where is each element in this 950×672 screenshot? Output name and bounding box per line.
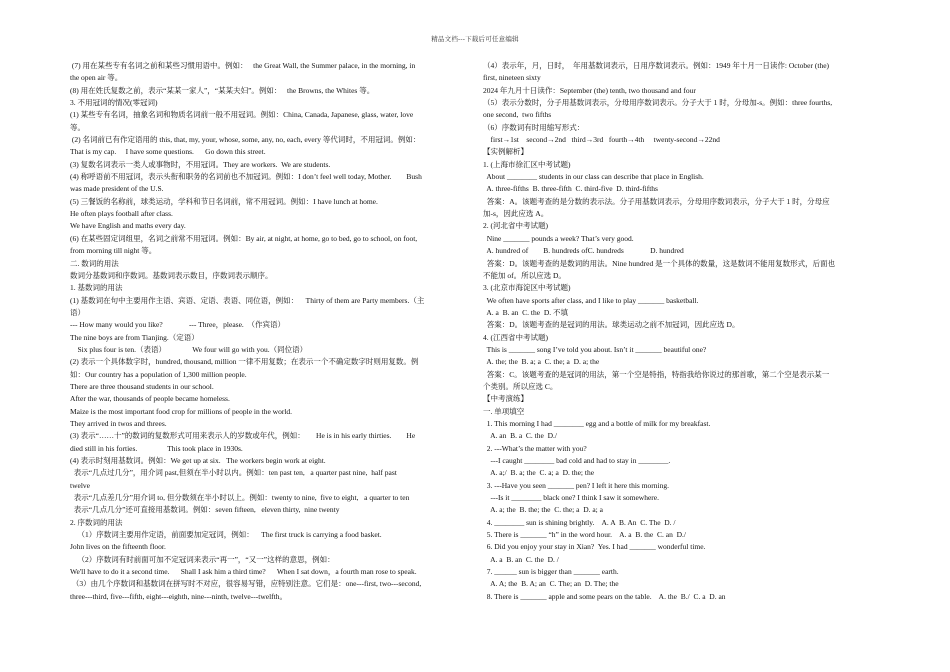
text-line: A. the; the B. a; a C. the; a D. a; the xyxy=(483,357,600,367)
text-line: （2）序数词有时前面可加不定冠词来表示“再一”，“又一”这样的意思，例如： xyxy=(70,554,335,564)
text-line: 7. ______ sun is bigger than _______ earth. xyxy=(483,567,619,577)
text-line: （1）序数词主要用作定语，前面要加定冠词，例如： The first truck is carrying a food basket. xyxy=(70,530,382,540)
text-line: John lives on the fifteenth floor. xyxy=(70,542,166,552)
text-line: A. A; the B. A; an C. The; an D. The; the xyxy=(483,579,619,589)
text-line: (3) 表示“……十”的数词的复数形式可用来表示人的岁数或年代，例如： He is in his early thirties. He xyxy=(70,431,416,441)
text-line: 答案：D。该题考查的是数词的用法。Nine hundred 是一个具体的数量，这是数词不能用复数形式，后面也 xyxy=(483,258,836,268)
text-line: 表示“几点差几分”用介词 to, 但分数须在半小时以上。例如：twenty to nine, five to eight, a quarter to ten xyxy=(70,493,410,503)
text-line: A. a; the B. the; the C. the; a D. a; a xyxy=(483,505,603,515)
text-line: 1. (上海市徐汇区中考试题) xyxy=(483,159,571,169)
text-line: first, nineteen sixty xyxy=(483,73,541,83)
text-line: was made president of the U.S. xyxy=(70,184,164,194)
text-line: 加-s，因此应选 A。 xyxy=(483,209,549,219)
text-line: 1. This morning I had ________ egg and a bottle of milk for my breakfast. xyxy=(483,418,711,428)
text-line: The nine boys are from Tianjing.（定语） xyxy=(70,332,199,342)
text-line: （6）序数词有时用缩写形式： xyxy=(483,122,585,132)
text-line: 4. ________ sun is shining brightly. A. A B. An C. The D. / xyxy=(483,517,676,527)
text-line: the open air 等。 xyxy=(70,73,123,83)
text-line: Nine _______ pounds a week? That’s very good. xyxy=(483,233,634,243)
text-line: (8) 用在姓氏复数之前，表示“某某一家人”，“某某夫妇”。例如： the Browns, the Whites 等。 xyxy=(70,85,375,95)
text-line: 3. 不用冠词的情况(零冠词) xyxy=(70,98,158,108)
text-line: one second, two fifths xyxy=(483,110,552,120)
text-line: 表示“几点过几分”，用介词 past,但须在半小时以内。例如：ten past ten, a quarter past nine, half past xyxy=(70,468,397,478)
text-line: (4) 表示时刻用基数词。例如：We get up at six. The workers begin work at eight. xyxy=(70,456,326,465)
text-line: 一. 单项填空 xyxy=(483,406,525,416)
text-line: 6. Did you enjoy your stay in Xian? Yes. I had _______ wonderful time. xyxy=(483,542,706,552)
text-line: We'll have to do it a second time. Shall I ask him a third time? When I sat down，a fourth man rose to speak. xyxy=(70,567,417,577)
text-line: 5. There is _______ “h” in the word hour. A. a B. the C. an D./ xyxy=(483,530,686,540)
text-line: first→1st second→2nd third→3rd fourth→4th twenty-second→22nd xyxy=(483,135,720,145)
text-line: He often plays football after class. xyxy=(70,209,173,219)
text-line: （4）表示年，月，日时， 年用基数词表示，日用序数词表示。例如：1949 年十月一日读作: October (the) xyxy=(483,61,830,70)
text-line: A. a B. an C. the D. / xyxy=(483,554,559,564)
text-line: A. a B. an C. the D. 不填 xyxy=(483,307,568,317)
text-line: (1) 基数词在句中主要用作主语、宾语、定语、表语、同位语，例如： Thirty of them are Party members.（主 xyxy=(70,295,425,305)
text-line: 【中考演练】 xyxy=(483,394,528,404)
text-line: --- How many would you like? --- Three，please. （作宾语） xyxy=(70,320,286,330)
text-line: 表示“几点几分”还可直接用基数词。例如：seven fifteen, eleven thirty, nine twenty xyxy=(70,505,340,515)
text-line: 语） xyxy=(70,307,85,317)
text-line: 答案：C。该题考查的是冠词的用法，第一个空是特指，特指我给你说过的那首歌，第二个空是表示某一 xyxy=(483,369,830,379)
text-line: （3）由几个序数词和基数词在拼写时不对应，很容易写错，应特别注意。它们是：one---first, two---second, xyxy=(70,579,422,589)
text-line: twelve xyxy=(70,480,90,490)
text-line: We have English and maths every day. xyxy=(70,221,186,231)
text-line: 二. 数词的用法 xyxy=(70,258,119,268)
text-line: 2. 序数词的用法 xyxy=(70,517,123,527)
text-line: That is my cap. I have some questions. Go down this street. xyxy=(70,147,266,157)
text-line: About ________ students in our class can describe that place in English. xyxy=(483,172,704,182)
text-line: (1) 某些专有名词，抽象名词和物质名词前一般不用冠词。例如：China, Canada, Japanese, glass, water, love xyxy=(70,110,414,120)
text-line: ---Is it ________ black one? I think I saw it somewhere. xyxy=(483,493,659,503)
text-line: 2. ---What’s the matter with you? xyxy=(483,443,587,453)
page-header: 精品文档---下载后可任意编辑 xyxy=(431,36,519,43)
text-line: (2) 名词前已有作定语用的 this, that, my, your, whose, some, any, no, each, every 等代词时，不用冠词。例如： xyxy=(70,135,421,145)
text-line: 如：Our country has a population of 1,300 million people. xyxy=(70,369,247,379)
text-line: Maize is the most important food crop for millions of people in the world. xyxy=(70,406,293,416)
text-line: from morning till night 等。 xyxy=(70,246,157,256)
text-line: They arrived in twos and threes. xyxy=(70,418,167,428)
text-line: 【实例解析】 xyxy=(483,147,528,157)
text-line: After the war, thousands of people became homeless. xyxy=(70,394,230,404)
text-line: 3. (北京市海淀区中考试题) xyxy=(483,283,571,293)
text-line: 2. (河北省中考试题) xyxy=(483,221,548,231)
text-line: (6) 在某些固定词组里，名词之前常不用冠词。例如：By air, at night, at home, go to bed, go to school, on foot, xyxy=(70,233,418,243)
text-line: 答案：A。该题考查的是分数的表示法。分子用基数词表示，分母用序数词表示，分子大于 1 时，分母应 xyxy=(483,196,830,206)
text-line: died still in his forties. This took place in 1930s. xyxy=(70,443,243,453)
text-line: A. hundred of B. hundreds ofC. hundreds D. hundred xyxy=(483,246,684,256)
text-line: three---third, five---fifth, eight---eighth, nine---ninth, twelve---twelfth。 xyxy=(70,591,287,601)
text-line: 答案：D。该题考查的是冠词的用法。球类运动之前不加冠词，因此应选 D。 xyxy=(483,320,740,330)
text-line: 数词分基数词和序数词。基数词表示数目，序数词表示顺序。 xyxy=(70,270,273,280)
text-line: This is _______ song I’ve told you about. Isn’t it _______ beautiful one? xyxy=(483,344,707,354)
text-line: 1. 基数词的用法 xyxy=(70,283,123,293)
text-line: A. three-fifths B. three-fifth C. third-five D. third-fifths xyxy=(483,184,658,194)
left-column xyxy=(70,60,465,603)
text-line: （5）表示分数时，分子用基数词表示，分母用序数词表示。分子大于 1 时，分母加-s。例如：three fourths, xyxy=(483,98,833,108)
text-line: 8. There is _______ apple and some pears on the table. A. the B./ C. a D. an xyxy=(483,591,726,601)
text-line: 不能加 of。所以应选 D。 xyxy=(483,270,566,280)
text-line: 个类别。所以应选 C。 xyxy=(483,381,558,391)
text-line: 4. (江西省中考试题) xyxy=(483,332,548,342)
text-line: (3) 复数名词表示一类人或事物时，不用冠词。They are workers. We are students. xyxy=(70,159,331,169)
text-line: 等。 xyxy=(70,122,85,132)
text-line: 2024 年九月十日读作：September (the) tenth, two thousand and four xyxy=(483,85,696,95)
text-line: (4) 称呼语前不用冠词，表示头衔和职务的名词前也不加冠词。例如：I don’t feel well today, Mother. Bush xyxy=(70,172,422,182)
text-line: A. a;/ B. a; the C. a; a D. the; the xyxy=(483,468,595,478)
text-line: (2) 表示一个具体数字时，hundred, thousand, million 一律不用复数；在表示一个不确定数字时则用复数。例 xyxy=(70,357,419,367)
text-line: There are three thousand students in our school. xyxy=(70,381,214,391)
text-line: Six plus four is ten.（表语） We four will go with you.（同位语） xyxy=(70,344,308,354)
text-line: (7) 用在某些专有名词之前和某些习惯用语中。例如： the Great Wall, the Summer palace, in the morning, in xyxy=(70,61,416,70)
right-column xyxy=(483,60,878,603)
text-line: We often have sports after class, and I like to play _______ basketball. xyxy=(483,295,699,305)
text-line: A. an B. a C. the D./ xyxy=(483,431,557,441)
text-line: ---I caught ________ bad cold and had to stay in ________. xyxy=(483,456,671,465)
text-line: (5) 三餐饭的名称前，球类运动，学科和节日名词前，常不用冠词。例如：I have lunch at home. xyxy=(70,196,378,206)
text-line: 3. ---Have you seen _______ pen? I left it here this morning. xyxy=(483,480,669,490)
